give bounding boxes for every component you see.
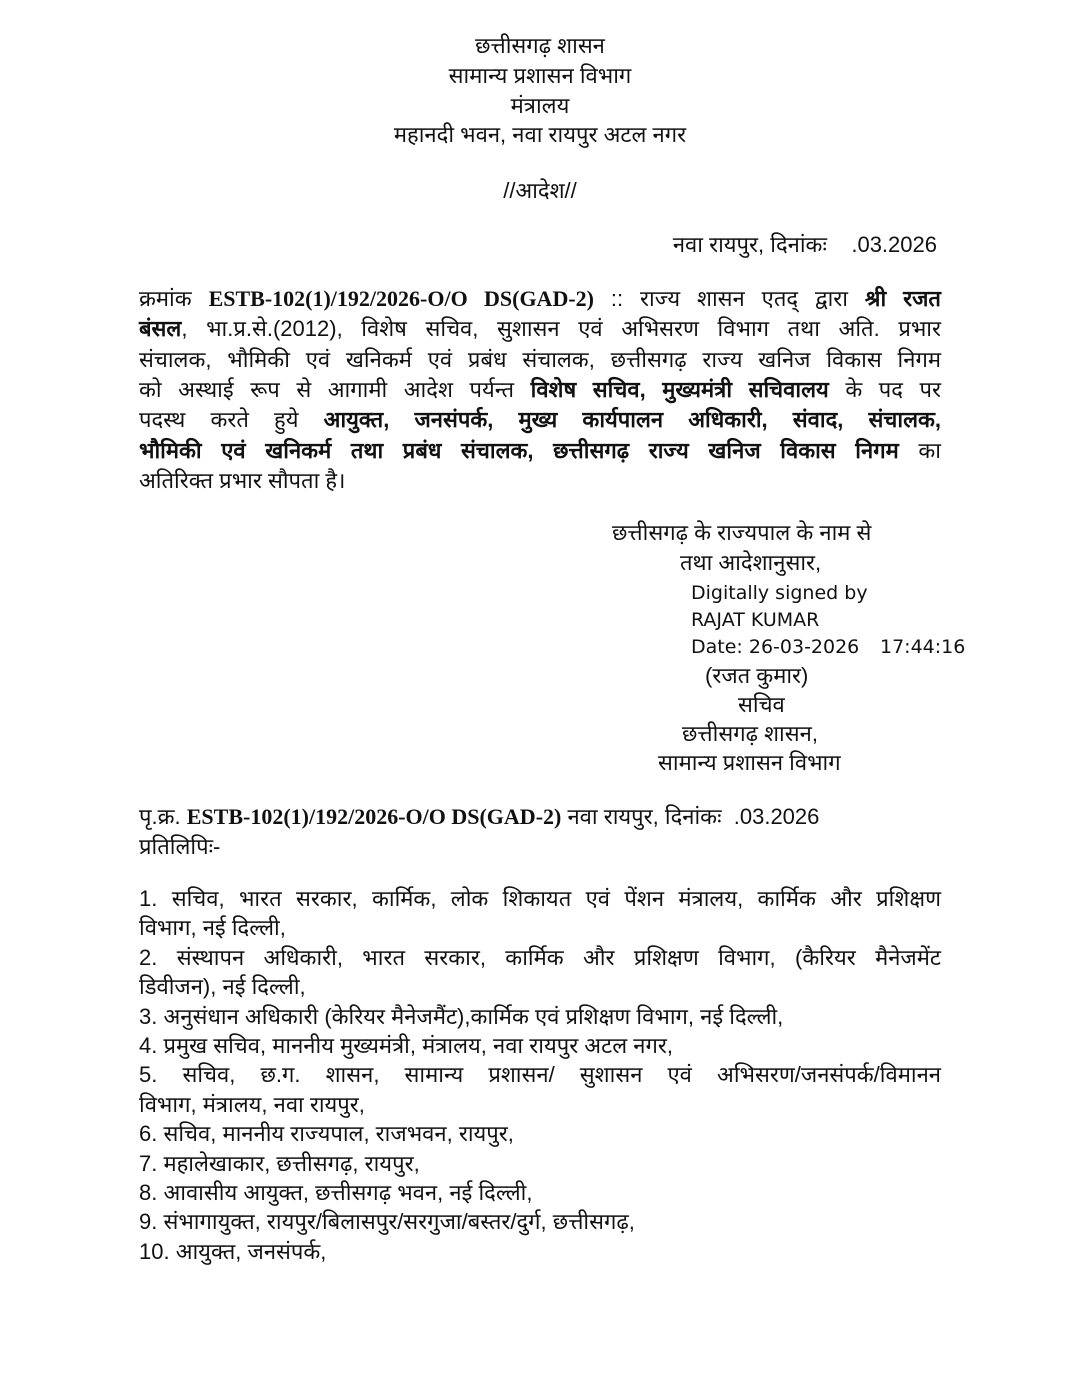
endorsement-number: ESTB-102(1)/192/2026-O/O DS(GAD-2) (186, 804, 562, 829)
paragraph-segment: का (898, 437, 941, 463)
paragraph-segment: श्री रजत (864, 286, 941, 311)
endorsement-line (139, 802, 941, 832)
signatory-org-2: सामान्य प्रशासन विभाग (658, 750, 841, 775)
digital-sign-date: Date: 26-03-2026 (691, 636, 860, 658)
office-address: महानदी भवन, नवा रायपुर अटल नगर (393, 122, 687, 147)
copy-list-item: 8. आवासीय आयुक्त, छत्तीसगढ़ भवन, नई दिल्ली, (139, 1180, 533, 1205)
place-date: नवा रायपुर, दिनांकः .03.2026 (672, 232, 937, 257)
paragraph-segment: :: राज्य शासन एतद् द्वारा (593, 286, 865, 311)
paragraph-segment: के पद पर (828, 376, 942, 402)
signature-line-1: छत्तीसगढ़ के राज्यपाल के नाम से (612, 520, 872, 545)
paragraph-segment: भौमिकी एवं खनिकर्म तथा प्रबंध संचालक, छत्तीसगढ़ राज्य खनिज विकास निगम (139, 437, 899, 463)
copy-list-item: 4. प्रमुख सचिव, माननीय मुख्यमंत्री, मंत्रालय, नवा रायपुर अटल नगर, (139, 1033, 673, 1058)
paragraph-segment: , भा.प्र.से.(2012), विशेष सचिव, सुशासन एवं अभिसरण विभाग तथा अति. प्रभार (181, 316, 941, 342)
digital-signed-by: Digitally signed by (691, 582, 868, 604)
paragraph-line (139, 314, 941, 344)
copy-list-item: डिवीजन), नई दिल्ली, (139, 974, 306, 1000)
copy-list-item: विभाग, मंत्रालय, नवा रायपुर, (139, 1091, 365, 1117)
paragraph-line (139, 375, 941, 405)
endorsement-date: नवा रायपुर, दिनांकः .03.2026 (561, 804, 820, 829)
paragraph-segment: ESTB-102(1)/192/2026-O/O DS(GAD-2) (208, 286, 594, 311)
govt-name: छत्तीसगढ़ शासन (475, 33, 605, 58)
digital-sign-time: 17:44:16 (880, 636, 966, 658)
paragraph-segment: विशेष सचिव, मुख्यमंत्री सचिवालय (530, 376, 829, 402)
paragraph-segment: अतिरिक्त प्रभार सौपता है। (139, 467, 346, 493)
office-name: मंत्रालय (510, 93, 570, 118)
copy-list-item: 6. सचिव, माननीय राज्यपाल, राजभवन, रायपुर, (139, 1121, 514, 1147)
copy-list-item: 9. संभागायुक्त, रायपुर/बिलासपुर/सरगुजा/बस्तर/दुर्ग, छत्तीसगढ़, (139, 1209, 635, 1235)
paragraph-segment: आयुक्त, जनसंपर्क, मुख्य कार्यपालन अधिकारी, संवाद, संचालक, (323, 407, 941, 433)
paragraph-line (139, 466, 941, 496)
digital-signer-name: RAJAT KUMAR (691, 609, 820, 631)
copy-list-item: 2. संस्थापन अधिकारी, भारत सरकार, कार्मिक और प्रशिक्षण विभाग, (कैरियर मैनेजमेंट (139, 944, 941, 970)
paragraph-segment: को अस्थाई रूप से आगामी आदेश पर्यन्त (139, 376, 531, 402)
paragraph-line (139, 345, 941, 375)
paragraph-segment: बंसल (139, 316, 182, 342)
copy-list-item: 7. महालेखाकार, छत्तीसगढ़, रायपुर, (139, 1150, 420, 1176)
copy-to-label: प्रतिलिपिः- (139, 834, 221, 859)
endorsement-prefix: पृ.क्र. (139, 804, 187, 829)
signature-line-2: तथा आदेशानुसार, (680, 550, 822, 575)
copy-list-item: 10. आयुक्त, जनसंपर्क, (139, 1238, 327, 1264)
copy-list-item: 5. सचिव, छ.ग. शासन, सामान्य प्रशासन/ सुशासन एवं अभिसरण/जनसंपर्क/विमानन (139, 1062, 941, 1088)
paragraph-line (139, 405, 941, 435)
paragraph-segment: क्रमांक (139, 286, 209, 311)
signatory-org-1: छत्तीसगढ़ शासन, (682, 721, 818, 746)
paragraph-line (139, 284, 941, 314)
signatory-designation: सचिव (738, 692, 785, 717)
signatory-name: (रजत कुमार) (705, 663, 809, 688)
copy-list-item: विभाग, नई दिल्ली, (139, 915, 286, 941)
paragraph-line (139, 436, 941, 466)
copy-list-item: 1. सचिव, भारत सरकार, कार्मिक, लोक शिकायत एवं पेंशन मंत्रालय, कार्मिक और प्रशिक्षण (139, 886, 941, 911)
order-title: //आदेश// (503, 178, 577, 203)
copy-list-item: 3. अनुसंधान अधिकारी (केरियर मैनेजमैंट),कार्मिक एवं प्रशिक्षण विभाग, नई दिल्ली, (139, 1003, 784, 1029)
paragraph-segment: पदस्थ करते हुये (139, 407, 324, 433)
paragraph-segment: संचालक, भौमिकी एवं खनिकर्म एवं प्रबंध संचालक, छत्तीसगढ़ राज्य खनिज विकास निगम (139, 346, 941, 372)
department-name: सामान्य प्रशासन विभाग (448, 63, 632, 88)
